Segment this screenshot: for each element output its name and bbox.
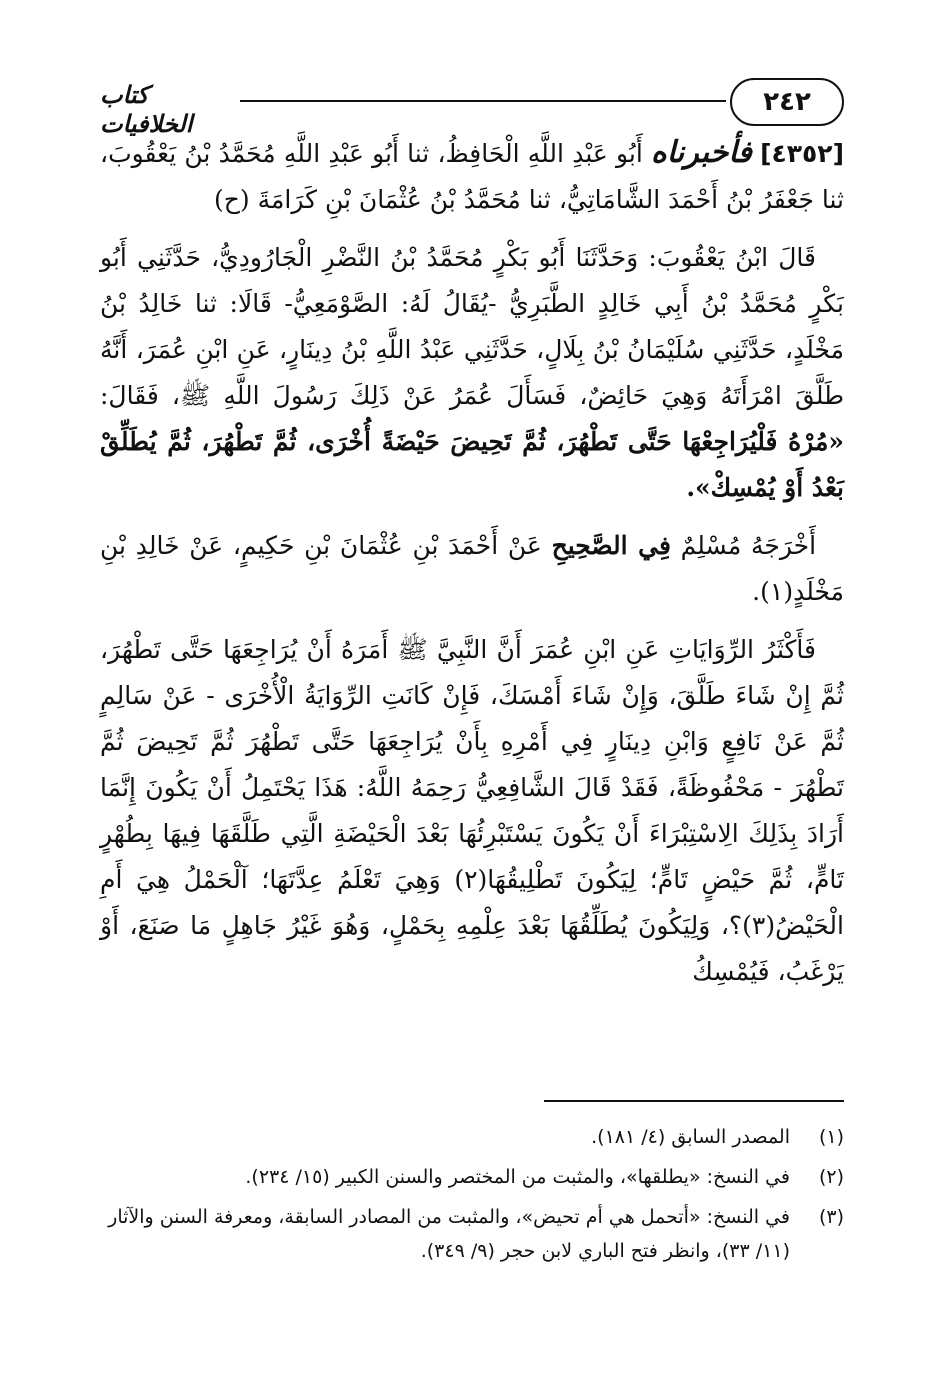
main-text — [100, 130, 844, 1007]
page-header — [100, 78, 844, 138]
takhrij-paragraph — [100, 523, 844, 615]
footnote-item — [100, 1200, 844, 1268]
footnote-text: في النسخ: «يطلقها»، والمثبت من المختصر والسنن الكبير (١٥/ ٢٣٤). — [245, 1166, 790, 1188]
takhrij-post: عَنْ أَحْمَدَ بْنِ عُثْمَانَ بْنِ حَكِيمٍ، عَنْ خَالِدِ بْنِ مَخْلَدٍ(١). — [100, 531, 844, 606]
page-number: ٢٤٢ — [730, 78, 844, 126]
isnad-second: قَالَ ابْنُ يَعْقُوبَ: وَحَدَّثَنَا أَبُو بَكْرٍ مُحَمَّدُ بْنُ النَّضْرِ الْجَارُودِيُّ، حَدَّثَنِي أَبُو بَكْرٍ مُحَمَّدُ بْنُ أَبِي خَالِدٍ الطَّبَرِيُّ -يُقَالُ لَهُ: الصَّوْمَعِيُّ- قَالَا: ثنا خَالِدُ بْنُ مَخْلَدٍ، حَدَّثَنِي سُلَيْمَانُ بْنُ بِلَالٍ، حَدَّثَنِي عَبْدُ اللَّهِ بْنُ دِينَارٍ، عَنِ ابْنِ عُمَرَ، أَنَّهُ طَلَّقَ امْرَأَتَهُ وَهِيَ حَائِضٌ، فَسَأَلَ عُمَرُ عَنْ ذَلِكَ رَسُولَ اللَّهِ ﷺ، فَقَالَ: — [100, 243, 844, 410]
takhrij-pre: أَخْرَجَهُ مُسْلِمٌ — [680, 531, 817, 560]
footnote-number: (١) — [818, 1126, 844, 1148]
footnote-item — [100, 1120, 844, 1154]
footnote-item — [100, 1160, 844, 1194]
opening-word: فأخبرناه — [651, 135, 752, 170]
hadith-paragraph — [100, 130, 844, 223]
hadith-matn: «مُرْهُ فَلْيُرَاجِعْهَا حَتَّى تَطْهُرَ، ثُمَّ تَحِيضَ حَيْضَةً أُخْرَى، ثُمَّ تَطْهُرَ، ثُمَّ يُطَلِّقْ بَعْدُ أَوْ يُمْسِكْ». — [100, 427, 844, 502]
commentary-text: فَأَكْثَرُ الرِّوَايَاتِ عَنِ ابْنِ عُمَرَ أَنَّ النَّبِيَّ ﷺ أَمَرَهُ أَنْ يُرَاجِعَهَا حَتَّى تَطْهُرَ، ثُمَّ إِنْ شَاءَ طَلَّقَ، وَإِنْ شَاءَ أَمْسَكَ، فَإِنْ كَانَتِ الرِّوَايَةُ الْأُخْرَى - عَنْ سَالِمٍ ثُمَّ عَنْ نَافِعٍ وَابْنِ دِينَارٍ فِي أَمْرِهِ بِأَنْ يُرَاجِعَهَا حَتَّى تَطْهُرَ ثُمَّ تَحِيضَ ثُمَّ تَطْهُرَ - مَحْفُوظَةً، فَقَدْ قَالَ الشَّافِعِيُّ رَحِمَهُ اللَّهُ: هَذَا يَحْتَمِلُ أَنْ يَكُونَ إِنَّمَا أَرَادَ بِذَلِكَ الِاسْتِبْرَاءَ أَنْ يَكُونَ يَسْتَبْرِئُهَا بَعْدَ الْحَيْضَةِ الَّتِي طَلَّقَهَا فِيهَا بِطُهْرٍ تَامٍّ، ثُمَّ حَيْضٍ تَامٍّ؛ لِيَكُونَ تَطْلِيقُهَا(٢) وَهِيَ تَعْلَمُ عِدَّتَهَا؛ آلْحَمْلُ هِيَ أَمِ الْحَيْضُ(٣)؟، وَلِيَكُونَ يُطَلِّقُهَا بَعْدَ عِلْمِهِ بِحَمْلٍ، وَهُوَ غَيْرُ جَاهِلٍ مَا صَنَعَ، أَوْ يَرْغَبُ، فَيُمْسِكُ — [100, 635, 844, 986]
footnote-divider — [544, 1100, 844, 1102]
footnote-text: في النسخ: «أتحمل هي أم تحيض»، والمثبت من المصادر السابقة، ومعرفة السنن والآثار (١١/ ٣٣)، وانظر فتح الباري لابن حجر (٩/ ٣٤٩). — [108, 1206, 790, 1262]
footnote-number: (٢) — [818, 1166, 844, 1188]
footnote-text: المصدر السابق (٤/ ١٨١). — [591, 1126, 790, 1148]
footnotes — [100, 1120, 844, 1274]
book-title: كتاب الخلافيات — [100, 80, 193, 138]
footnote-number: (٣) — [818, 1206, 844, 1228]
commentary-paragraph — [100, 627, 844, 995]
header-divider — [240, 100, 726, 102]
isnad-paragraph — [100, 235, 844, 511]
takhrij-book: فِي الصَّحِيحِ — [551, 531, 671, 560]
hadith-number: [٤٣٥٢] — [760, 139, 845, 168]
isnad-first: أَبُو عَبْدِ اللَّهِ الْحَافِظُ، ثنا أَبُو عَبْدِ اللَّهِ مُحَمَّدُ بْنُ يَعْقُوبَ، ثنا جَعْفَرُ بْنُ أَحْمَدَ الشَّامَاتِيُّ، ثنا مُحَمَّدُ بْنُ عُثْمَانَ بْنِ كَرَامَةَ (ح) — [100, 139, 844, 214]
book-page — [100, 60, 844, 1350]
